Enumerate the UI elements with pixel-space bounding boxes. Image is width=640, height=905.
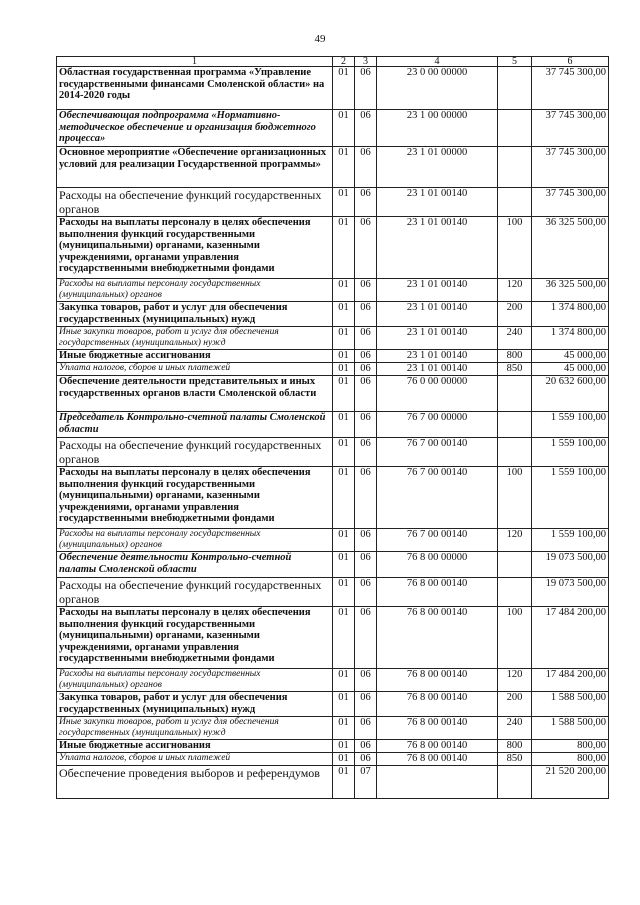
row-subsection-cell: 06 [355,110,377,147]
row-expense-type-cell: 800 [498,350,532,363]
row-section-cell: 01 [333,438,355,467]
table-row [57,327,609,350]
page-number: 49 [314,33,326,45]
row-section-cell: 01 [333,669,355,692]
row-subsection-cell: 06 [355,376,377,412]
table-row [57,217,609,279]
table-row [57,363,609,376]
row-subsection-cell: 06 [355,467,377,529]
row-section-cell: 01 [333,363,355,376]
table-row [57,147,609,188]
row-subsection-cell: 06 [355,740,377,753]
row-name-cell: Обеспечение проведения выборов и референдумов [57,766,333,799]
row-expense-type-cell [498,188,532,217]
row-target-code-cell: 23 1 01 00000 [377,147,498,188]
row-section-cell: 01 [333,279,355,302]
table-row [57,607,609,669]
row-subsection-cell: 06 [355,217,377,279]
row-target-code-cell: 76 8 00 00140 [377,607,498,669]
row-subsection-cell: 06 [355,607,377,669]
row-name-cell: Иные закупки товаров, работ и услуг для обеспечения государственных (муниципальных) нужд [57,717,333,740]
row-target-code-cell: 76 7 00 00140 [377,467,498,529]
row-name-cell: Основное мероприятие «Обеспечение организационных условий для реализации Государственной программы» [57,147,333,188]
row-section-cell: 01 [333,467,355,529]
row-expense-type-cell [498,552,532,578]
row-amount-cell: 37 745 300,00 [532,67,609,110]
row-expense-type-cell [498,110,532,147]
row-target-code-cell: 76 8 00 00140 [377,692,498,717]
row-amount-cell: 1 588 500,00 [532,692,609,717]
row-name-cell: Иные бюджетные ассигнования [57,350,333,363]
row-subsection-cell: 06 [355,578,377,607]
table-row [57,669,609,692]
row-amount-cell: 19 073 500,00 [532,578,609,607]
row-expense-type-cell [498,438,532,467]
row-amount-cell: 45 000,00 [532,350,609,363]
row-name-cell: Расходы на выплаты персоналу государственных (муниципальных) органов [57,279,333,302]
row-amount-cell: 1 559 100,00 [532,467,609,529]
row-expense-type-cell: 100 [498,217,532,279]
table-body [57,67,609,799]
row-expense-type-cell: 100 [498,467,532,529]
row-name-cell: Расходы на выплаты персоналу в целях обеспечения выполнения функций государственными (муниципальными) органами, казенными учреждениями, органами управления государственными внебюджетными фондами [57,217,333,279]
row-expense-type-cell [498,376,532,412]
table-row [57,67,609,110]
row-amount-cell: 36 325 500,00 [532,279,609,302]
table-row [57,467,609,529]
row-name-cell: Расходы на обеспечение функций государственных органов [57,188,333,217]
row-expense-type-cell [498,412,532,438]
table-row [57,766,609,799]
row-section-cell: 01 [333,188,355,217]
row-subsection-cell: 06 [355,67,377,110]
row-target-code-cell: 76 8 00 00140 [377,669,498,692]
row-expense-type-cell: 240 [498,327,532,350]
row-name-cell: Закупка товаров, работ и услуг для обеспечения государственных (муниципальных) нужд [57,692,333,717]
row-name-cell: Закупка товаров, работ и услуг для обеспечения государственных (муниципальных) нужд [57,302,333,327]
table-row [57,529,609,552]
row-section-cell: 01 [333,147,355,188]
row-section-cell: 01 [333,302,355,327]
row-name-cell: Расходы на выплаты персоналу государственных (муниципальных) органов [57,529,333,552]
table-row [57,692,609,717]
row-target-code-cell: 76 7 00 00140 [377,438,498,467]
row-section-cell: 01 [333,217,355,279]
row-section-cell: 01 [333,110,355,147]
header-col-1: 1 [57,57,333,67]
row-amount-cell: 20 632 600,00 [532,376,609,412]
row-section-cell: 01 [333,529,355,552]
row-expense-type-cell: 850 [498,363,532,376]
row-subsection-cell: 06 [355,302,377,327]
row-section-cell: 01 [333,412,355,438]
row-name-cell: Иные бюджетные ассигнования [57,740,333,753]
row-target-code-cell: 76 8 00 00000 [377,552,498,578]
table-row [57,740,609,753]
table-row [57,350,609,363]
row-target-code-cell: 76 7 00 00140 [377,529,498,552]
row-expense-type-cell: 240 [498,717,532,740]
row-section-cell: 01 [333,607,355,669]
row-name-cell: Расходы на выплаты персоналу государственных (муниципальных) органов [57,669,333,692]
row-subsection-cell: 06 [355,669,377,692]
row-expense-type-cell [498,578,532,607]
row-name-cell: Расходы на обеспечение функций государственных органов [57,438,333,467]
row-target-code-cell: 76 8 00 00140 [377,753,498,766]
row-target-code-cell: 23 1 01 00140 [377,350,498,363]
row-amount-cell: 37 745 300,00 [532,188,609,217]
row-section-cell: 01 [333,552,355,578]
row-subsection-cell: 06 [355,692,377,717]
row-name-cell: Уплата налогов, сборов и иных платежей [57,753,333,766]
table-row [57,412,609,438]
row-amount-cell: 800,00 [532,740,609,753]
row-subsection-cell: 06 [355,438,377,467]
row-amount-cell: 1 374 800,00 [532,327,609,350]
row-name-cell: Расходы на выплаты персоналу в целях обеспечения выполнения функций государственными (муниципальными) органами, казенными учреждениями, органами управления государственными внебюджетными фондами [57,467,333,529]
row-subsection-cell: 06 [355,717,377,740]
row-target-code-cell: 23 1 00 00000 [377,110,498,147]
row-name-cell: Иные закупки товаров, работ и услуг для обеспечения государственных (муниципальных) нужд [57,327,333,350]
row-subsection-cell: 06 [355,350,377,363]
row-name-cell: Расходы на выплаты персоналу в целях обеспечения выполнения функций государственными (муниципальными) органами, казенными учреждениями, органами управления государственными внебюджетными фондами [57,607,333,669]
row-name-cell: Расходы на обеспечение функций государственных органов [57,578,333,607]
row-expense-type-cell: 120 [498,279,532,302]
table-row [57,110,609,147]
row-expense-type-cell: 120 [498,669,532,692]
row-subsection-cell: 06 [355,279,377,302]
header-col-6: 6 [532,57,609,67]
row-expense-type-cell [498,67,532,110]
row-subsection-cell: 06 [355,327,377,350]
table-row [57,188,609,217]
row-target-code-cell: 23 1 01 00140 [377,363,498,376]
header-col-2: 2 [333,57,355,67]
table-row [57,302,609,327]
row-target-code-cell: 23 1 01 00140 [377,327,498,350]
row-subsection-cell: 06 [355,412,377,438]
row-amount-cell: 19 073 500,00 [532,552,609,578]
row-name-cell: Обеспечение деятельности Контрольно-счетной палаты Смоленской области [57,552,333,578]
row-expense-type-cell: 100 [498,607,532,669]
row-section-cell: 01 [333,740,355,753]
row-amount-cell: 17 484 200,00 [532,607,609,669]
row-subsection-cell: 06 [355,552,377,578]
table-row [57,717,609,740]
row-section-cell: 01 [333,67,355,110]
row-amount-cell: 17 484 200,00 [532,669,609,692]
row-amount-cell: 37 745 300,00 [532,110,609,147]
row-expense-type-cell: 200 [498,302,532,327]
row-name-cell: Обеспечивающая подпрограмма «Нормативно-методическое обеспечение и организация бюджетного процесса» [57,110,333,147]
row-amount-cell: 1 559 100,00 [532,529,609,552]
row-expense-type-cell [498,147,532,188]
row-expense-type-cell: 850 [498,753,532,766]
row-amount-cell: 21 520 200,00 [532,766,609,799]
row-expense-type-cell [498,766,532,799]
table-row [57,578,609,607]
row-target-code-cell: 23 1 01 00140 [377,217,498,279]
budget-table [56,56,609,799]
row-expense-type-cell: 200 [498,692,532,717]
row-subsection-cell: 06 [355,529,377,552]
header-col-5: 5 [498,57,532,67]
row-name-cell: Областная государственная программа «Управление государственными финансами Смоленской области» на 2014-2020 годы [57,67,333,110]
row-subsection-cell: 06 [355,363,377,376]
row-section-cell: 01 [333,327,355,350]
table-row [57,376,609,412]
row-target-code-cell: 76 8 00 00140 [377,740,498,753]
row-name-cell: Председатель Контрольно-счетной палаты Смоленской области [57,412,333,438]
row-amount-cell: 36 325 500,00 [532,217,609,279]
row-subsection-cell: 06 [355,188,377,217]
row-target-code-cell: 23 0 00 00000 [377,67,498,110]
row-section-cell: 01 [333,376,355,412]
row-section-cell: 01 [333,753,355,766]
table-row [57,753,609,766]
row-amount-cell: 1 374 800,00 [532,302,609,327]
row-section-cell: 01 [333,350,355,363]
table-row [57,279,609,302]
row-target-code-cell: 23 1 01 00140 [377,279,498,302]
row-expense-type-cell: 800 [498,740,532,753]
row-target-code-cell: 76 8 00 00140 [377,717,498,740]
row-section-cell: 01 [333,766,355,799]
row-name-cell: Уплата налогов, сборов и иных платежей [57,363,333,376]
row-subsection-cell: 06 [355,147,377,188]
row-name-cell: Обеспечение деятельности представительных и иных государственных органов власти Смоленской области [57,376,333,412]
row-target-code-cell: 76 7 00 00000 [377,412,498,438]
row-target-code-cell [377,766,498,799]
row-amount-cell: 37 745 300,00 [532,147,609,188]
table-header-row [57,57,609,67]
table-row [57,438,609,467]
row-target-code-cell: 23 1 01 00140 [377,188,498,217]
table-row [57,552,609,578]
row-section-cell: 01 [333,578,355,607]
row-expense-type-cell: 120 [498,529,532,552]
row-amount-cell: 1 559 100,00 [532,438,609,467]
row-target-code-cell: 76 8 00 00140 [377,578,498,607]
header-col-4: 4 [377,57,498,67]
row-amount-cell: 1 588 500,00 [532,717,609,740]
row-subsection-cell: 07 [355,766,377,799]
row-section-cell: 01 [333,717,355,740]
row-amount-cell: 1 559 100,00 [532,412,609,438]
row-target-code-cell: 23 1 01 00140 [377,302,498,327]
row-amount-cell: 800,00 [532,753,609,766]
row-amount-cell: 45 000,00 [532,363,609,376]
row-section-cell: 01 [333,692,355,717]
header-col-3: 3 [355,57,377,67]
row-target-code-cell: 76 0 00 00000 [377,376,498,412]
row-subsection-cell: 06 [355,753,377,766]
